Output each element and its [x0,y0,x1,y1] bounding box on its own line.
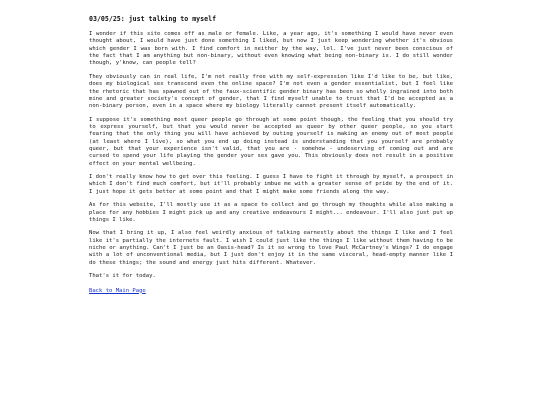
post-title: 03/05/25: just talking to myself [89,15,217,23]
post-paragraph-7: That's it for today. [89,273,156,280]
post-paragraph-2: They obviously can in real life, I'm not really free with my self-expression like I'd like to be, but like, does my biological sex transcend even the online space? I'm not even a gender essentialist, but I feel like the rhetoric that has spawned out of the faux-scientific gender binary has been so wholly ingrained into both mine and greater society's concept of gender, that I find myself unable to trust that I'd be accepted as a non-binary person, even in a space where my biology literally cannot present itself automatically. [89,73,454,110]
post-paragraph-5: As for this website, I'll mostly use it as a space to collect and go through my thoughts while also making a place for any hobbies I might pick up and any creative endeavours I might... endeavour. I'll also just put up things I like. [89,202,454,223]
post-paragraph-3: I suppose it's something most queer people go through at some point though, the feeling that you should try to express yourself, but that you would never be accepted as queer by other queer people, so you start fearing that the only thing you will have achieved by outing yourself is making an enemy out of most people (at least where I live), so what you end up doing instead is understanding that you yourself are probably queer, but that your experience isn't valid, that you are - somehow - undeserving of coming out and are cursed to spend your life playing the gender your sex gave you. This obviously does not result in a positive effect on your mental wellbeing. [89,116,453,167]
post-paragraph-4: I don't really know how to get over this feeling. I guess I have to fight it through by myself, a prospect in which I don't find much comfort, but it'll probably imbue me with a greater sense of pride by the end of it. I just hope it gets better at some point and that I might make some friends along the way. [89,174,454,195]
post-paragraph-6: Now that I bring it up, I also feel weirdly anxious of talking earnestly about the things I like and I feel like it's partially the internets fault. I wish I could just like the things I like without them having to be niche or anything. Can't I just be an Oasis-head? Is it so wrong to love Paul McCartney's Wings? I do engage with a lot of unconventional media, but I just don't enjoy it in the same visceral, head-empty manner like I do these things; the sound and energy just hits different. Whatever. [89,230,454,266]
back-to-main-page-link[interactable]: Back to Main Page [89,287,146,294]
blog-post [89,15,453,295]
post-paragraph-1: I wonder if this site comes off as male or female. Like, a year ago, it's something I would have never even thought about, I would have just done something I liked, but now I just keep wondering whether it's obvious which gender I was born with. I find comfort in neither by the way, lol. I've just never been conscious of the fact that I am anything but non-binary, without even knowing what being non-binary is. I do still wonder though, y'know, can people tell? [89,31,453,67]
